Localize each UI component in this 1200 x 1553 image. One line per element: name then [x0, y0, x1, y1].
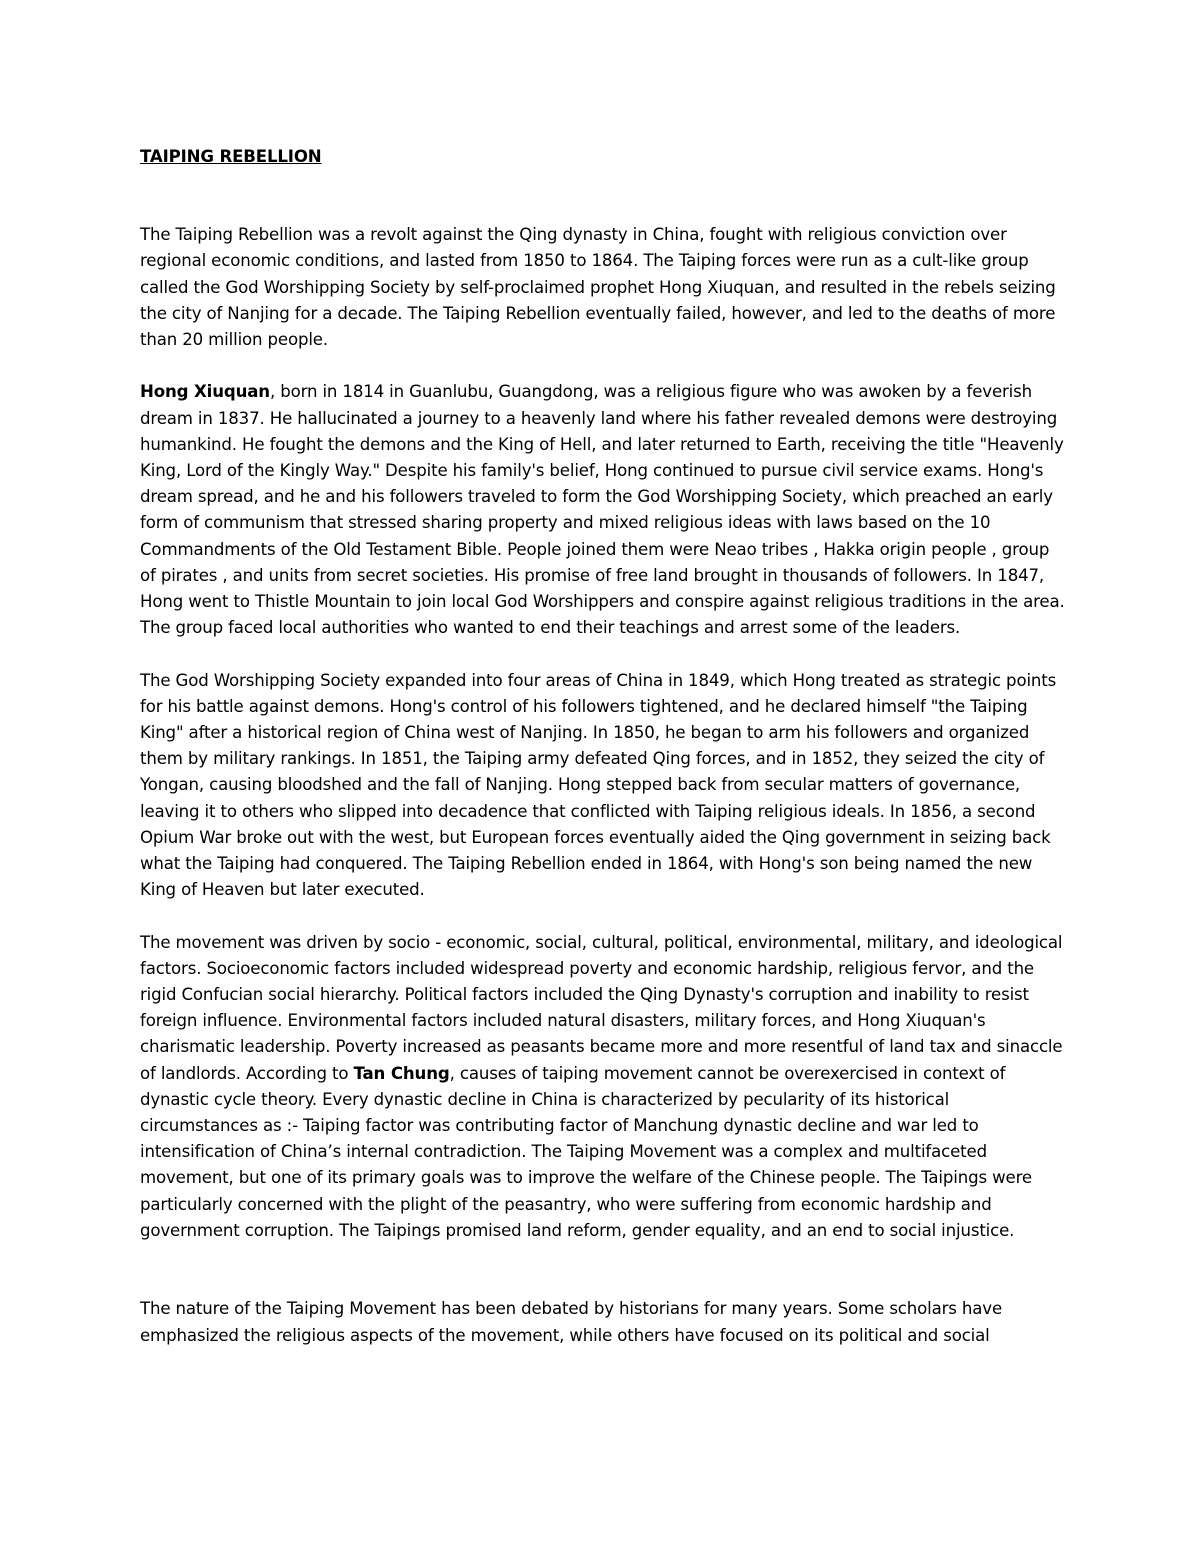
paragraph-hong-xiuquan-text: , born in 1814 in Guanlubu, Guangdong, was a religious figure who was awoken by a feverish dream in 1837. He hallucinated a journey to a heavenly land where his father revealed demons were destroying humankind. He fought the demons and the King of Hell, and later returned to Earth, receiving the title "Heavenly King, Lord of the Kingly Way." Despite his family's belief, Hong continued to pursue civil service exams. Hong's dream spread, and he and his followers traveled to form the God Worshipping Society, which preached an early form of communism that stressed sharing property and mixed religious ideas with laws based on the 10 Commandments of the Old Testament Bible. People joined them were Neao tribes , Hakka origin people , group of pirates , and units from secret societies. His promise of free land brought in thousands of followers. In 1847, Hong went to Thistle Mountain to join local God Worshippers and conspire against religious traditions in the area. The group faced local authorities who wanted to end their teachings and arrest some of the leaders. [140, 382, 1065, 638]
paragraph-movement-factors-text-before: The movement was driven by socio - economic, social, cultural, political, environmental, military, and ideological factors. Socioeconomic factors included widespread poverty and economic hardship, religious fervor, and the rigid Confucian social hierarchy. Political factors included the Qing Dynasty's corruption and inability to resist foreign influence. Environmental factors included natural disasters, military forces, and Hong Xiuquan's charismatic leadership. Poverty increased as peasants became more and more resentful of land tax and sinaccle of landlords. According to [140, 932, 1063, 1083]
document-body [140, 144, 1065, 1375]
paragraph-god-worshipping-society [140, 668, 1065, 904]
paragraph-movement-factors-text-after: , causes of taiping movement cannot be overexercised in context of dynastic cycle theory. Every dynastic decline in China is characterized by pecularity of its historical circumstances as :- Taiping factor was contributing factor of Manchung dynastic decline and war led to intensification of China’s internal contradiction. The Taiping Movement was a complex and multifaceted movement, but one of its primary goals was to improve the welfare of the Chinese people. The Taipings were particularly concerned with the plight of the peasantry, who were suffering from economic hardship and government corruption. The Taipings promised land reform, gender equality, and an end to social injustice. [140, 1063, 1032, 1240]
paragraph-nature-of-movement-text: The nature of the Taiping Movement has been debated by historians for many years. Some scholars have emphasized the religious aspects of the movement, while others have focused on its political and social [140, 1299, 1003, 1345]
paragraph-hong-xiuquan [140, 379, 1065, 641]
bold-name-tan-chung: Tan Chung [353, 1063, 450, 1083]
paragraph-intro [140, 222, 1065, 353]
paragraph-god-worshipping-society-text: The God Worshipping Society expanded into four areas of China in 1849, which Hong treated as strategic points for his battle against demons. Hong's control of his followers tightened, and he declared himself "the Taiping King" after a historical region of China west of Nanjing. In 1850, he began to arm his followers and organized them by military rankings. In 1851, the Taiping army defeated Qing forces, and in 1852, they seized the city of Yongan, causing bloodshed and the fall of Nanjing. Hong stepped back from secular matters of governance, leaving it to others who slipped into decadence that conflicted with Taiping religious ideals. In 1856, a second Opium War broke out with the west, but European forces eventually aided the Qing government in seizing back what the Taiping had conquered. The Taiping Rebellion ended in 1864, with Hong's son being named the new King of Heaven but later executed. [140, 670, 1057, 900]
paragraph-movement-factors [140, 930, 1065, 1244]
document-title: TAIPING REBELLION [140, 147, 322, 166]
bold-name-hong-xiuquan: Hong Xiuquan [140, 382, 270, 402]
paragraph-nature-of-movement [140, 1296, 1065, 1348]
paragraph-intro-text: The Taiping Rebellion was a revolt against the Qing dynasty in China, fought with religious conviction over regional economic conditions, and lasted from 1850 to 1864. The Taiping forces were run as a cult-like group called the God Worshipping Society by self-proclaimed prophet Hong Xiuquan, and resulted in the rebels seizing the city of Nanjing for a decade. The Taiping Rebellion eventually failed, however, and led to the deaths of more than 20 million people. [140, 225, 1056, 350]
